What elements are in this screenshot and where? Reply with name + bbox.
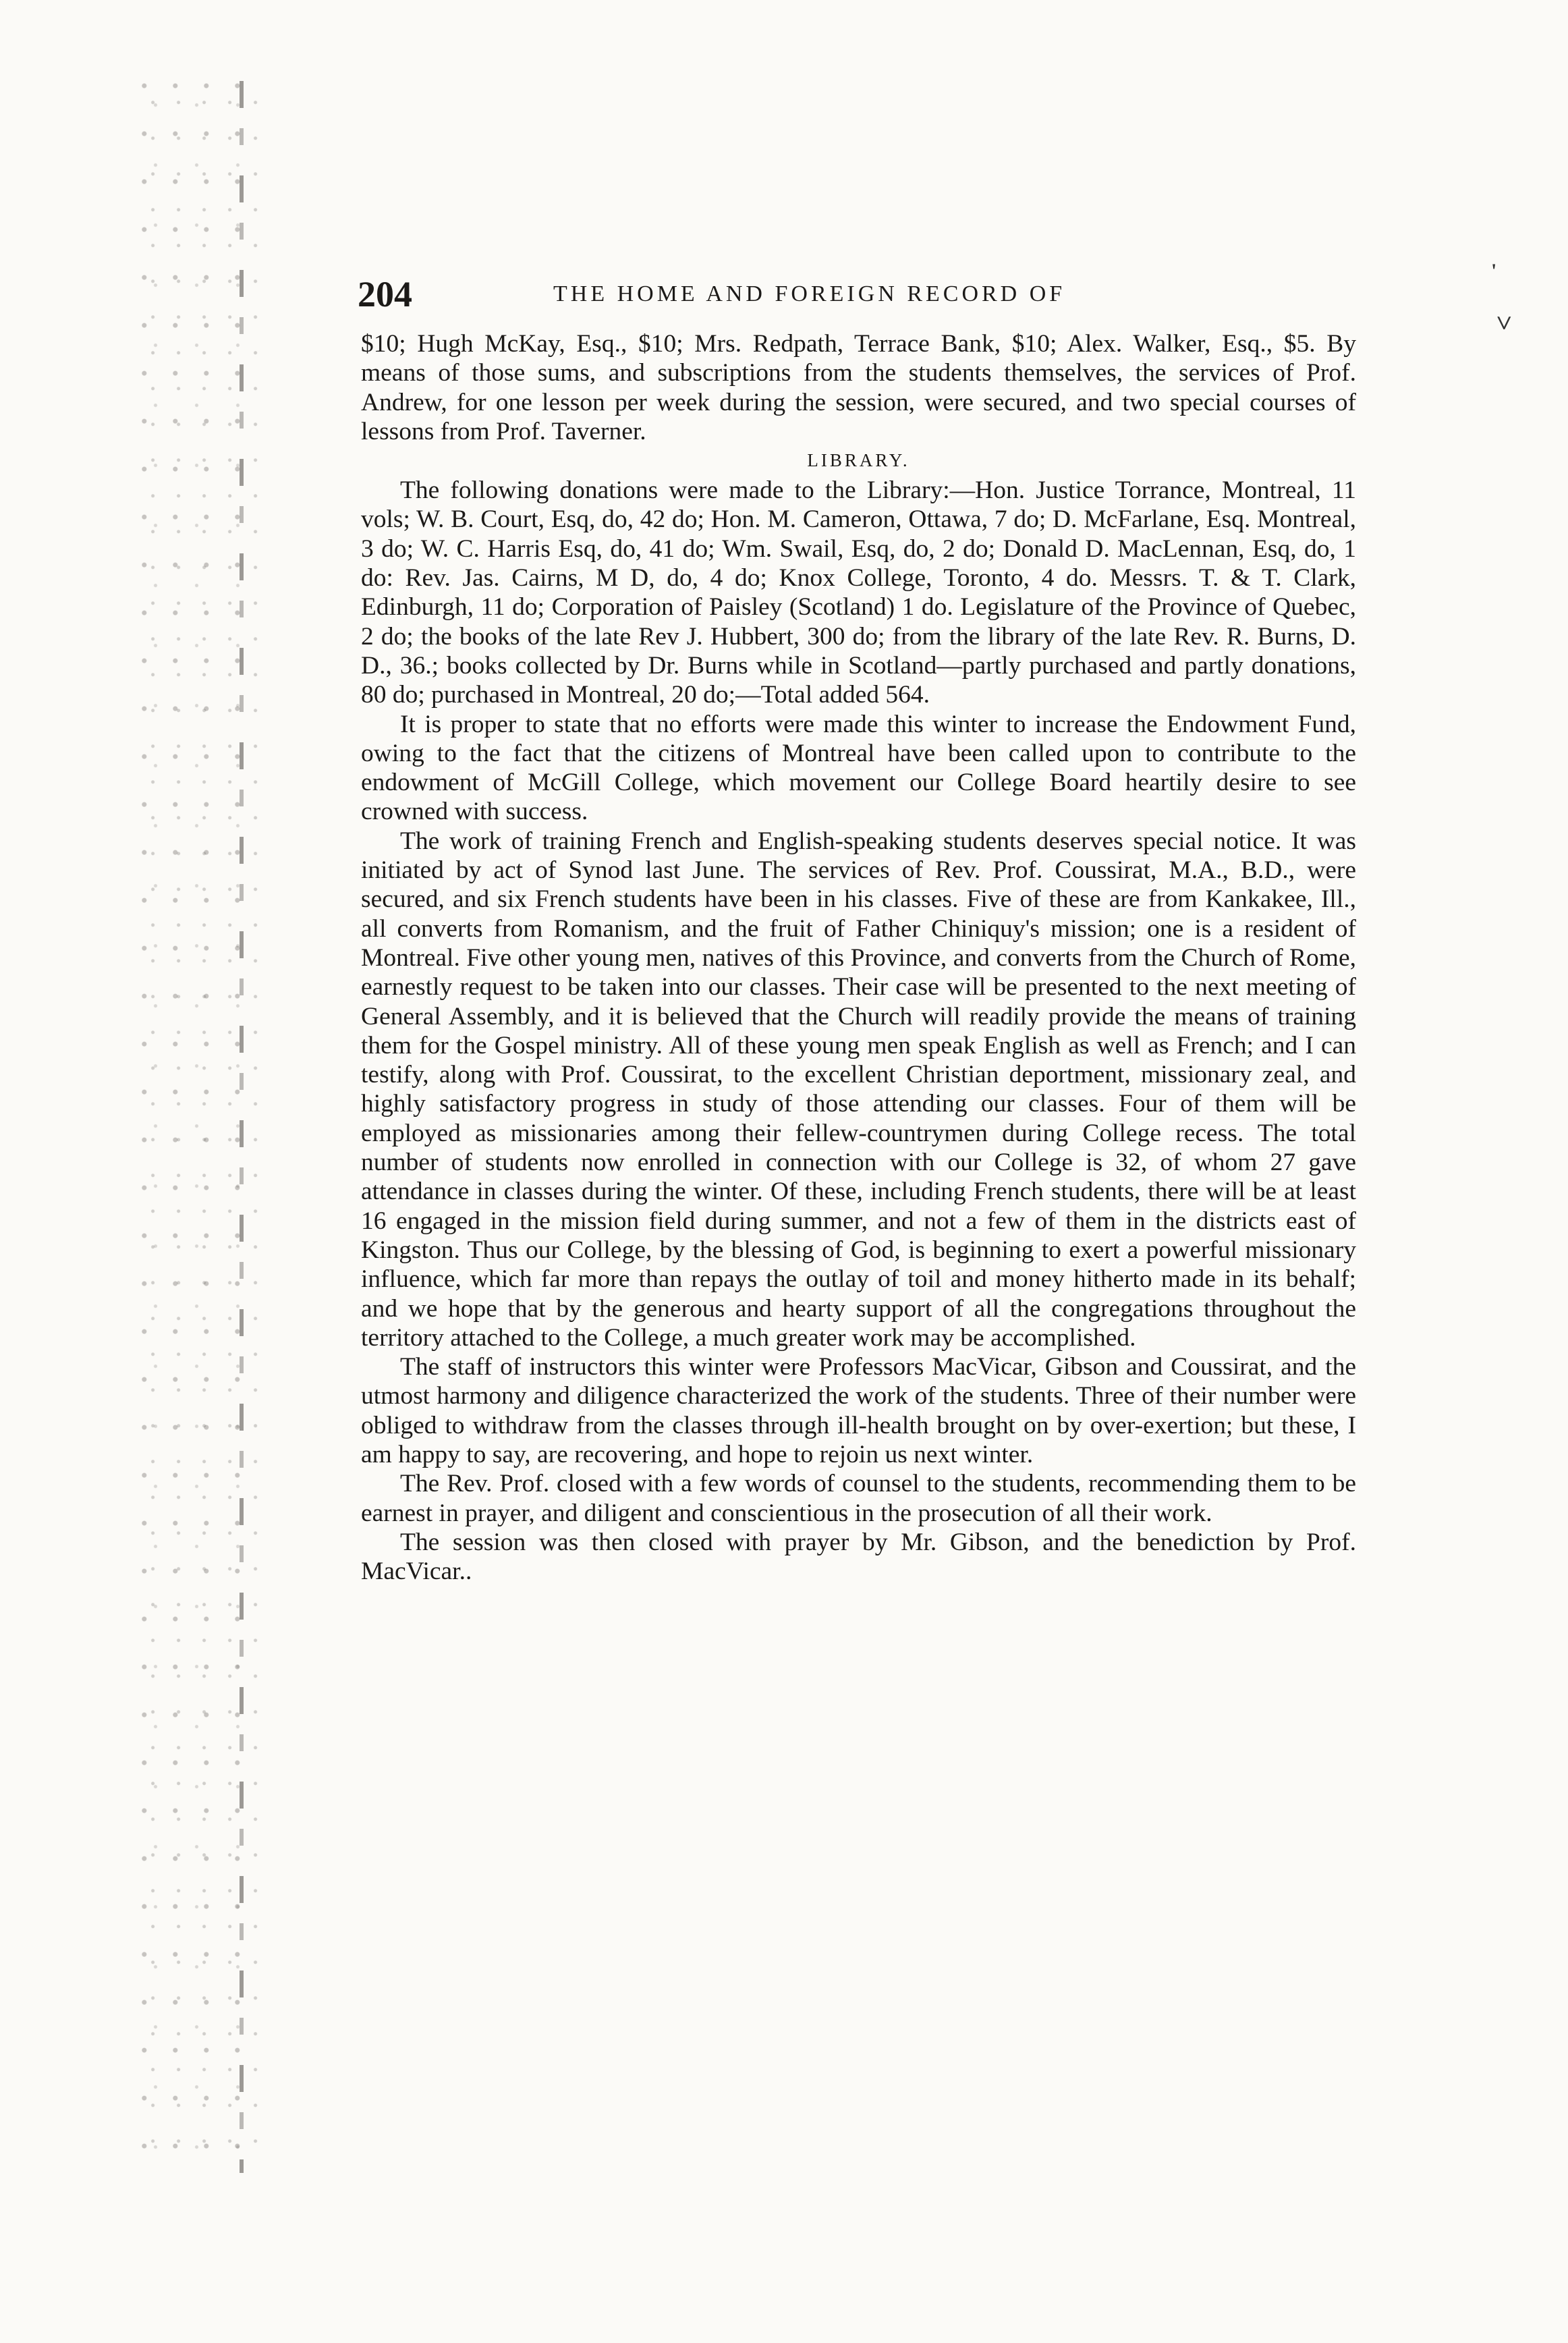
page-header [358, 273, 1370, 314]
paragraph: The staff of instructors this winter were Professors MacVicar, Gibson and Coussirat, and the utmost harmony and diligence characterized the work of the students. Three of their number were obliged to withdraw from the classes through ill-health brought on by over-exertion; but these, I am happy to say, are recovering, and hope to rejoin us next winter. [361, 1353, 1356, 1468]
paragraph: $10; Hugh McKay, Esq., $10; Mrs. Redpath, Terrace Bank, $10; Alex. Walker, Esq., $5. By means of those sums, and subscriptions from the students themselves, the services of Prof. Andrew, for one lesson per week during the session, were secured, and two special courses of lessons from Prof. Taverner. [361, 330, 1356, 445]
paragraph: It is proper to state that no efforts were made this winter to increase the Endowment Fund, owing to the fact that the citizens of Montreal have been called upon to contribute to the endowment of McGill College, which movement our College Board heartily desire to see crowned with success. [361, 710, 1356, 826]
binding-edge [240, 81, 244, 2173]
margin-tick: ' [1491, 260, 1497, 282]
section-heading: LIBRARY. [807, 450, 910, 471]
paragraph: The following donations were made to the Library:—Hon. Justice Torrance, Montreal, 11 vols; W. B. Court, Esq, do, 42 do; Hon. M. Cameron, Ottawa, 7 do; D. McFarlane, Esq. Montreal, 3 do; W. C. Harris Esq, do, 41 do; Wm. Swail, Esq, do, 2 do; Donald D. MacLennan, Esq, do, 1 do: Rev. Jas. Cairns, M D, do, 4 do; Knox College, Toronto, 4 do. Messrs. T. & T. Clark, Edinburgh, 11 do; Corporation of Paisley (Scotland) 1 do. Legislature of the Province of Quebec, 2 do; the books of the late Rev J. Hubbert, 300 do; from the library of the late Rev. R. Burns, D. D., 36.; books collected by Dr. Burns while in Scotland—partly purchased and partly donations, 80 do; purchased in Montreal, 20 do;—Total added 564. [361, 476, 1356, 709]
paragraph: The work of training French and English-speaking students deserves special notice. It was initiated by act of Synod last June. The services of Rev. Prof. Coussirat, M.A., B.D., were secured, and six French students have been in his classes. Five of these are from Kankakee, Ill., all converts from Romanism, and the fruit of Father Chiniquy's mission; one is a resident of Montreal. Five other young men, natives of this Province, and converts from the Church of Rome, earnestly request to be taken into our classes. Their case will be presented to the next meeting of General Assembly, and it is believed that the Church will readily provide the means of training them for the Gospel ministry. All of these young men speak English as well as French; and I can testify, along with Prof. Coussirat, to the excellent Christian deportment, missionary zeal, and highly satisfactory progress in study of those attending our classes. Four of them will be employed as missionaries among their fellew-countrymen during College recess. The total number of students now enrolled in connection with our College is 32, of whom 27 gave attendance in classes during the winter. Of these, including French students, there will be at least 16 engaged in the mission field during summer, and not a few of them in the districts east of Kingston. Thus our College, by the blessing of God, is beginning to exert a powerful missionary influence, which far more than repays the outlay of toil and money hitherto made in its behalf; and we hope that by the generous and hearty support of all the congregations throughout the territory attached to the College, a much greater work may be accomplished. [361, 827, 1356, 1352]
margin-mark: ˅ [1496, 308, 1512, 338]
body-text [361, 329, 1356, 1586]
paragraph: The Rev. Prof. closed with a few words of counsel to the students, recommending them to be earnest in prayer, and diligent and conscientious in the prosecution of all their work. [361, 1470, 1356, 1527]
binding-shadow [135, 81, 263, 2173]
paragraph: The session was then closed with prayer by Mr. Gibson, and the benediction by Prof. MacVicar.. [361, 1528, 1356, 1586]
running-head: THE HOME AND FOREIGN RECORD OF [553, 281, 1066, 306]
page-number: 204 [358, 274, 412, 314]
